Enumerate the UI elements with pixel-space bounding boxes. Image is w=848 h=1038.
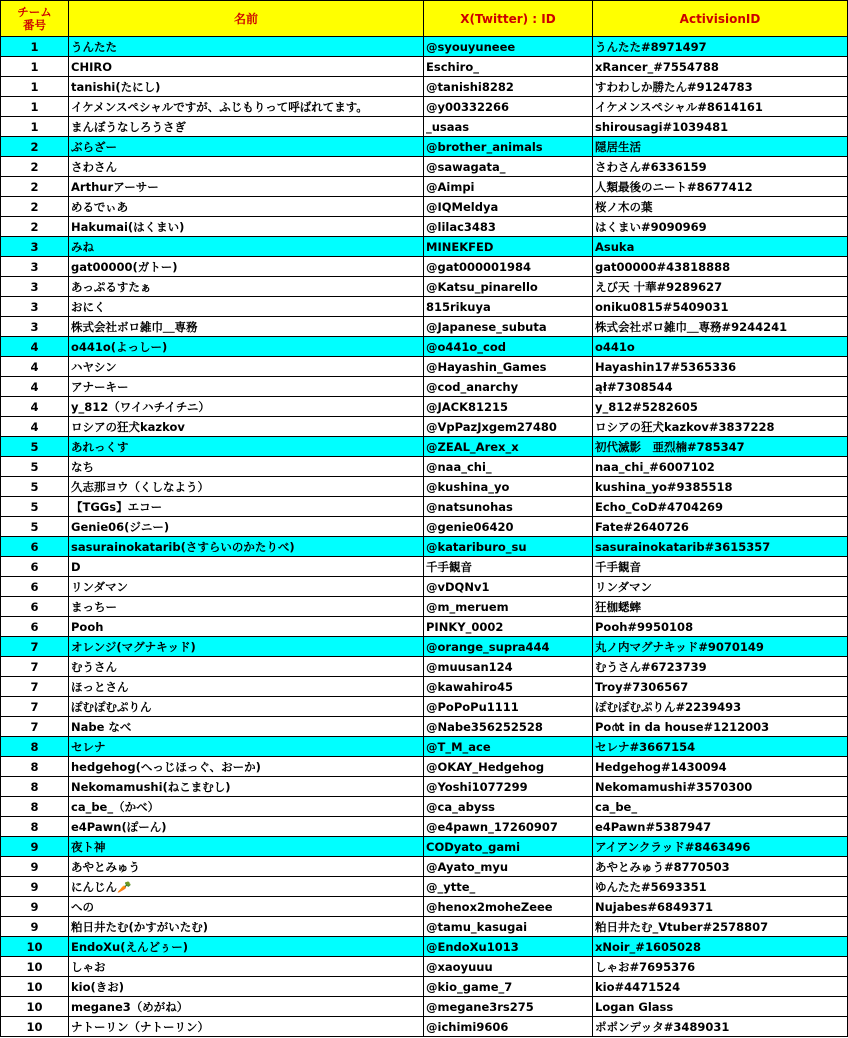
- activision-id-cell: shirousagi#1039481: [593, 117, 848, 137]
- twitter-id-cell: @kushina_yo: [424, 477, 593, 497]
- team-number-cell: 10: [1, 997, 69, 1017]
- table-row: [1, 697, 848, 717]
- table-row: [1, 897, 848, 917]
- activision-id-cell: kio#4471524: [593, 977, 848, 997]
- team-number-cell: 7: [1, 677, 69, 697]
- header-row: [1, 1, 848, 37]
- name-cell: あっぷるすたぁ: [69, 277, 424, 297]
- activision-id-cell: ロシアの狂犬kazkov#3837228: [593, 417, 848, 437]
- name-cell: Arthurアーサー: [69, 177, 424, 197]
- activision-id-cell: kushina_yo#9385518: [593, 477, 848, 497]
- table-row: [1, 737, 848, 757]
- name-cell: e4Pawn(ぽーん): [69, 817, 424, 837]
- name-cell: 夜ト神: [69, 837, 424, 857]
- activision-id-cell: xRancer_#7554788: [593, 57, 848, 77]
- twitter-id-cell: @syouyuneee: [424, 37, 593, 57]
- team-number-cell: 5: [1, 457, 69, 477]
- team-number-cell: 3: [1, 317, 69, 337]
- table-row: [1, 937, 848, 957]
- activision-id-cell: 千手観音: [593, 557, 848, 577]
- team-number-cell: 6: [1, 557, 69, 577]
- twitter-id-cell: @henox2moheZeee: [424, 897, 593, 917]
- activision-id-cell: さわさん#6336159: [593, 157, 848, 177]
- table-row: [1, 397, 848, 417]
- table-row: [1, 177, 848, 197]
- team-number-cell: 9: [1, 897, 69, 917]
- name-cell: ぽむぽむぷりん: [69, 697, 424, 717]
- table-row: [1, 557, 848, 577]
- table-row: [1, 817, 848, 837]
- activision-id-cell: e4Pawn#5387947: [593, 817, 848, 837]
- activision-id-cell: ゆんたた#5693351: [593, 877, 848, 897]
- team-number-cell: 10: [1, 957, 69, 977]
- activision-id-cell: Troy#7306567: [593, 677, 848, 697]
- team-number-cell: 2: [1, 177, 69, 197]
- activision-id-cell: y_812#5282605: [593, 397, 848, 417]
- team-number-cell: 10: [1, 1017, 69, 1037]
- team-number-cell: 8: [1, 817, 69, 837]
- table-row: [1, 257, 848, 277]
- name-cell: 久志那ヨウ（くしなよう）: [69, 477, 424, 497]
- table-row: [1, 837, 848, 857]
- twitter-id-cell: @xaoyuuu: [424, 957, 593, 977]
- table-row: [1, 637, 848, 657]
- twitter-id-cell: @naa_chi_: [424, 457, 593, 477]
- twitter-id-cell: @_ytte_: [424, 877, 593, 897]
- twitter-id-cell: @kio_game_7: [424, 977, 593, 997]
- activision-id-cell: すわわしか勝たん#9124783: [593, 77, 848, 97]
- twitter-id-cell: CODyato_gami: [424, 837, 593, 857]
- name-cell: 【TGGs】エコー: [69, 497, 424, 517]
- team-number-cell: 4: [1, 377, 69, 397]
- table-row: [1, 477, 848, 497]
- activision-id-cell: Po൪t in da house#1212003: [593, 717, 848, 737]
- team-number-cell: 7: [1, 637, 69, 657]
- activision-id-cell: Hedgehog#1430094: [593, 757, 848, 777]
- activision-id-cell: gat00000#43818888: [593, 257, 848, 277]
- activision-id-cell: 粕日井たむ_Vtuber#2578807: [593, 917, 848, 937]
- activision-id-cell: 桜ノ木の葉: [593, 197, 848, 217]
- team-number-cell: 5: [1, 517, 69, 537]
- twitter-id-cell: @Aimpi: [424, 177, 593, 197]
- team-number-cell: 8: [1, 737, 69, 757]
- name-cell: まっちー: [69, 597, 424, 617]
- name-cell: Hakumai(はくまい): [69, 217, 424, 237]
- header-name: 名前: [69, 1, 424, 37]
- activision-id-cell: ął#7308544: [593, 377, 848, 397]
- twitter-id-cell: @megane3rs275: [424, 997, 593, 1017]
- activision-id-cell: ぽむぽむぷりん#2239493: [593, 697, 848, 717]
- table-row: [1, 597, 848, 617]
- twitter-id-cell: @brother_animals: [424, 137, 593, 157]
- name-cell: あやとみゅう: [69, 857, 424, 877]
- name-cell: gat00000(ガトー): [69, 257, 424, 277]
- team-number-cell: 6: [1, 597, 69, 617]
- table-row: [1, 157, 848, 177]
- name-cell: ca_be_（かべ）: [69, 797, 424, 817]
- twitter-id-cell: @o441o_cod: [424, 337, 593, 357]
- table-row: [1, 197, 848, 217]
- header-team-line2: 番号: [23, 17, 46, 32]
- name-cell: CHIRO: [69, 57, 424, 77]
- twitter-id-cell: @genie06420: [424, 517, 593, 537]
- name-cell: にんじん🥕: [69, 877, 424, 897]
- table-row: [1, 877, 848, 897]
- team-number-cell: 7: [1, 657, 69, 677]
- header-team-number: [1, 1, 69, 37]
- activision-id-cell: Fate#2640726: [593, 517, 848, 537]
- twitter-id-cell: @lilac3483: [424, 217, 593, 237]
- team-number-cell: 5: [1, 437, 69, 457]
- team-number-cell: 4: [1, 337, 69, 357]
- twitter-id-cell: @vDQNv1: [424, 577, 593, 597]
- twitter-id-cell: @tamu_kasugai: [424, 917, 593, 937]
- activision-id-cell: 狂枷蟋蟀: [593, 597, 848, 617]
- team-number-cell: 8: [1, 757, 69, 777]
- twitter-id-cell: @T_M_ace: [424, 737, 593, 757]
- activision-id-cell: Echo_CoD#4704269: [593, 497, 848, 517]
- activision-id-cell: Pooh#9950108: [593, 617, 848, 637]
- twitter-id-cell: @JACK81215: [424, 397, 593, 417]
- activision-id-cell: うんたた#8971497: [593, 37, 848, 57]
- team-number-cell: 3: [1, 237, 69, 257]
- activision-id-cell: Hayashin17#5365336: [593, 357, 848, 377]
- team-number-cell: 1: [1, 57, 69, 77]
- team-number-cell: 9: [1, 837, 69, 857]
- twitter-id-cell: @cod_anarchy: [424, 377, 593, 397]
- table-row: [1, 577, 848, 597]
- activision-id-cell: Asuka: [593, 237, 848, 257]
- activision-id-cell: ca_be_: [593, 797, 848, 817]
- activision-id-cell: アイアンクラッド#8463496: [593, 837, 848, 857]
- activision-id-cell: イケメンスペシャル#8614161: [593, 97, 848, 117]
- team-number-cell: 8: [1, 777, 69, 797]
- activision-id-cell: 隠居生活: [593, 137, 848, 157]
- team-number-cell: 10: [1, 937, 69, 957]
- table-row: [1, 617, 848, 637]
- header-twitter-id: X(Twitter) : ID: [424, 1, 593, 37]
- name-cell: tanishi(たにし): [69, 77, 424, 97]
- twitter-id-cell: @VpPazJxgem27480: [424, 417, 593, 437]
- name-cell: sasurainokatarib(さすらいのかたりべ): [69, 537, 424, 557]
- activision-id-cell: naa_chi_#6007102: [593, 457, 848, 477]
- roster-body: [1, 37, 848, 1037]
- table-row: [1, 297, 848, 317]
- twitter-id-cell: @Hayashin_Games: [424, 357, 593, 377]
- activision-id-cell: o441o: [593, 337, 848, 357]
- name-cell: megane3（めがね）: [69, 997, 424, 1017]
- name-cell: うんたた: [69, 37, 424, 57]
- table-row: [1, 517, 848, 537]
- table-row: [1, 1017, 848, 1037]
- table-row: [1, 317, 848, 337]
- twitter-id-cell: @Yoshi1077299: [424, 777, 593, 797]
- name-cell: おにく: [69, 297, 424, 317]
- team-number-cell: 10: [1, 977, 69, 997]
- name-cell: y_812（ワイハチイチニ）: [69, 397, 424, 417]
- name-cell: ぶらざー: [69, 137, 424, 157]
- twitter-id-cell: @natsunohas: [424, 497, 593, 517]
- name-cell: kio(きお): [69, 977, 424, 997]
- twitter-id-cell: @OKAY_Hedgehog: [424, 757, 593, 777]
- name-cell: あれっくす: [69, 437, 424, 457]
- table-row: [1, 797, 848, 817]
- twitter-id-cell: @gat000001984: [424, 257, 593, 277]
- activision-id-cell: Nekomamushi#3570300: [593, 777, 848, 797]
- table-row: [1, 917, 848, 937]
- name-cell: ナトーリン（ナトーリン）: [69, 1017, 424, 1037]
- twitter-id-cell: @ichimi9606: [424, 1017, 593, 1037]
- table-row: [1, 237, 848, 257]
- team-number-cell: 6: [1, 577, 69, 597]
- table-row: [1, 377, 848, 397]
- name-cell: D: [69, 557, 424, 577]
- twitter-id-cell: @Japanese_subuta: [424, 317, 593, 337]
- table-row: [1, 957, 848, 977]
- name-cell: むうさん: [69, 657, 424, 677]
- name-cell: Nabe なべ: [69, 717, 424, 737]
- name-cell: o441o(よっしー): [69, 337, 424, 357]
- twitter-id-cell: @Nabe356252528: [424, 717, 593, 737]
- name-cell: めるでぃあ: [69, 197, 424, 217]
- name-cell: イケメンスペシャルですが、ふじもりって呼ばれてます。: [69, 97, 424, 117]
- team-number-cell: 1: [1, 97, 69, 117]
- name-cell: EndoXu(えんどぅー): [69, 937, 424, 957]
- team-number-cell: 6: [1, 617, 69, 637]
- twitter-id-cell: @m_meruem: [424, 597, 593, 617]
- name-cell: まんぼうなしろうさぎ: [69, 117, 424, 137]
- table-row: [1, 437, 848, 457]
- activision-id-cell: 丸ノ内マグナキッド#9070149: [593, 637, 848, 657]
- twitter-id-cell: @ca_abyss: [424, 797, 593, 817]
- name-cell: しゃお: [69, 957, 424, 977]
- table-row: [1, 677, 848, 697]
- activision-id-cell: しゃお#7695376: [593, 957, 848, 977]
- name-cell: Pooh: [69, 617, 424, 637]
- activision-id-cell: Nujabes#6849371: [593, 897, 848, 917]
- twitter-id-cell: 千手観音: [424, 557, 593, 577]
- name-cell: アナーキー: [69, 377, 424, 397]
- twitter-id-cell: @e4pawn_17260907: [424, 817, 593, 837]
- activision-id-cell: 人類最後のニート#8677412: [593, 177, 848, 197]
- name-cell: リンダマン: [69, 577, 424, 597]
- team-number-cell: 6: [1, 537, 69, 557]
- team-number-cell: 1: [1, 37, 69, 57]
- name-cell: Nekomamushi(ねこまむし): [69, 777, 424, 797]
- twitter-id-cell: @sawagata_: [424, 157, 593, 177]
- table-row: [1, 217, 848, 237]
- team-number-cell: 3: [1, 297, 69, 317]
- table-row: [1, 137, 848, 157]
- header-team-line1: チーム: [17, 4, 52, 19]
- activision-id-cell: Logan Glass: [593, 997, 848, 1017]
- twitter-id-cell: @y00332266: [424, 97, 593, 117]
- activision-id-cell: xNoir_#1605028: [593, 937, 848, 957]
- activision-id-cell: oniku0815#5409031: [593, 297, 848, 317]
- table-row: [1, 457, 848, 477]
- activision-id-cell: はくまい#9090969: [593, 217, 848, 237]
- table-row: [1, 357, 848, 377]
- table-row: [1, 277, 848, 297]
- table-row: [1, 657, 848, 677]
- team-number-cell: 2: [1, 217, 69, 237]
- name-cell: ハヤシン: [69, 357, 424, 377]
- twitter-id-cell: @orange_supra444: [424, 637, 593, 657]
- activision-id-cell: あやとみゅう#8770503: [593, 857, 848, 877]
- table-row: [1, 757, 848, 777]
- name-cell: なち: [69, 457, 424, 477]
- table-row: [1, 717, 848, 737]
- team-number-cell: 1: [1, 77, 69, 97]
- table-row: [1, 57, 848, 77]
- activision-id-cell: 初代滅影 亜烈楠#785347: [593, 437, 848, 457]
- activision-id-cell: sasurainokatarib#3615357: [593, 537, 848, 557]
- twitter-id-cell: @EndoXu1013: [424, 937, 593, 957]
- name-cell: セレナ: [69, 737, 424, 757]
- name-cell: hedgehog(へっじほっぐ、おーか): [69, 757, 424, 777]
- activision-id-cell: リンダマン: [593, 577, 848, 597]
- table-row: [1, 537, 848, 557]
- twitter-id-cell: MINEKFED: [424, 237, 593, 257]
- activision-id-cell: ポポンデッタ#3489031: [593, 1017, 848, 1037]
- name-cell: ロシアの狂犬kazkov: [69, 417, 424, 437]
- twitter-id-cell: @PoPoPu1111: [424, 697, 593, 717]
- activision-id-cell: 株式会社ボロ雑巾＿専務#9244241: [593, 317, 848, 337]
- twitter-id-cell: @kawahiro45: [424, 677, 593, 697]
- team-number-cell: 7: [1, 717, 69, 737]
- twitter-id-cell: @Ayato_myu: [424, 857, 593, 877]
- table-row: [1, 997, 848, 1017]
- twitter-id-cell: 815rikuya: [424, 297, 593, 317]
- team-number-cell: 5: [1, 497, 69, 517]
- team-number-cell: 8: [1, 797, 69, 817]
- team-number-cell: 3: [1, 257, 69, 277]
- table-row: [1, 857, 848, 877]
- twitter-id-cell: @muusan124: [424, 657, 593, 677]
- name-cell: さわさん: [69, 157, 424, 177]
- team-number-cell: 4: [1, 417, 69, 437]
- team-number-cell: 1: [1, 117, 69, 137]
- twitter-id-cell: @katariburo_su: [424, 537, 593, 557]
- table-row: [1, 977, 848, 997]
- table-row: [1, 117, 848, 137]
- table-row: [1, 337, 848, 357]
- twitter-id-cell: PINKY_0002: [424, 617, 593, 637]
- twitter-id-cell: @Katsu_pinarello: [424, 277, 593, 297]
- team-number-cell: 9: [1, 857, 69, 877]
- twitter-id-cell: @tanishi8282: [424, 77, 593, 97]
- name-cell: Genie06(ジニー): [69, 517, 424, 537]
- activision-id-cell: セレナ#3667154: [593, 737, 848, 757]
- team-number-cell: 2: [1, 197, 69, 217]
- activision-id-cell: えび天 十華#9289627: [593, 277, 848, 297]
- table-row: [1, 777, 848, 797]
- table-row: [1, 97, 848, 117]
- twitter-id-cell: _usaas: [424, 117, 593, 137]
- team-number-cell: 9: [1, 917, 69, 937]
- header-activision-id: ActivisionID: [593, 1, 848, 37]
- team-number-cell: 9: [1, 877, 69, 897]
- name-cell: 粕日井たむ(かすがいたむ): [69, 917, 424, 937]
- table-row: [1, 497, 848, 517]
- team-number-cell: 3: [1, 277, 69, 297]
- table-row: [1, 77, 848, 97]
- name-cell: オレンジ(マグナキッド): [69, 637, 424, 657]
- name-cell: みね: [69, 237, 424, 257]
- name-cell: ほっとさん: [69, 677, 424, 697]
- team-number-cell: 7: [1, 697, 69, 717]
- activision-id-cell: むうさん#6723739: [593, 657, 848, 677]
- team-number-cell: 2: [1, 157, 69, 177]
- twitter-id-cell: @IQMeldya: [424, 197, 593, 217]
- twitter-id-cell: Eschiro_: [424, 57, 593, 77]
- table-row: [1, 417, 848, 437]
- name-cell: への: [69, 897, 424, 917]
- name-cell: 株式会社ボロ雑巾＿専務: [69, 317, 424, 337]
- team-number-cell: 4: [1, 357, 69, 377]
- team-number-cell: 5: [1, 477, 69, 497]
- twitter-id-cell: @ZEAL_Arex_x: [424, 437, 593, 457]
- team-number-cell: 4: [1, 397, 69, 417]
- table-row: [1, 37, 848, 57]
- team-number-cell: 2: [1, 137, 69, 157]
